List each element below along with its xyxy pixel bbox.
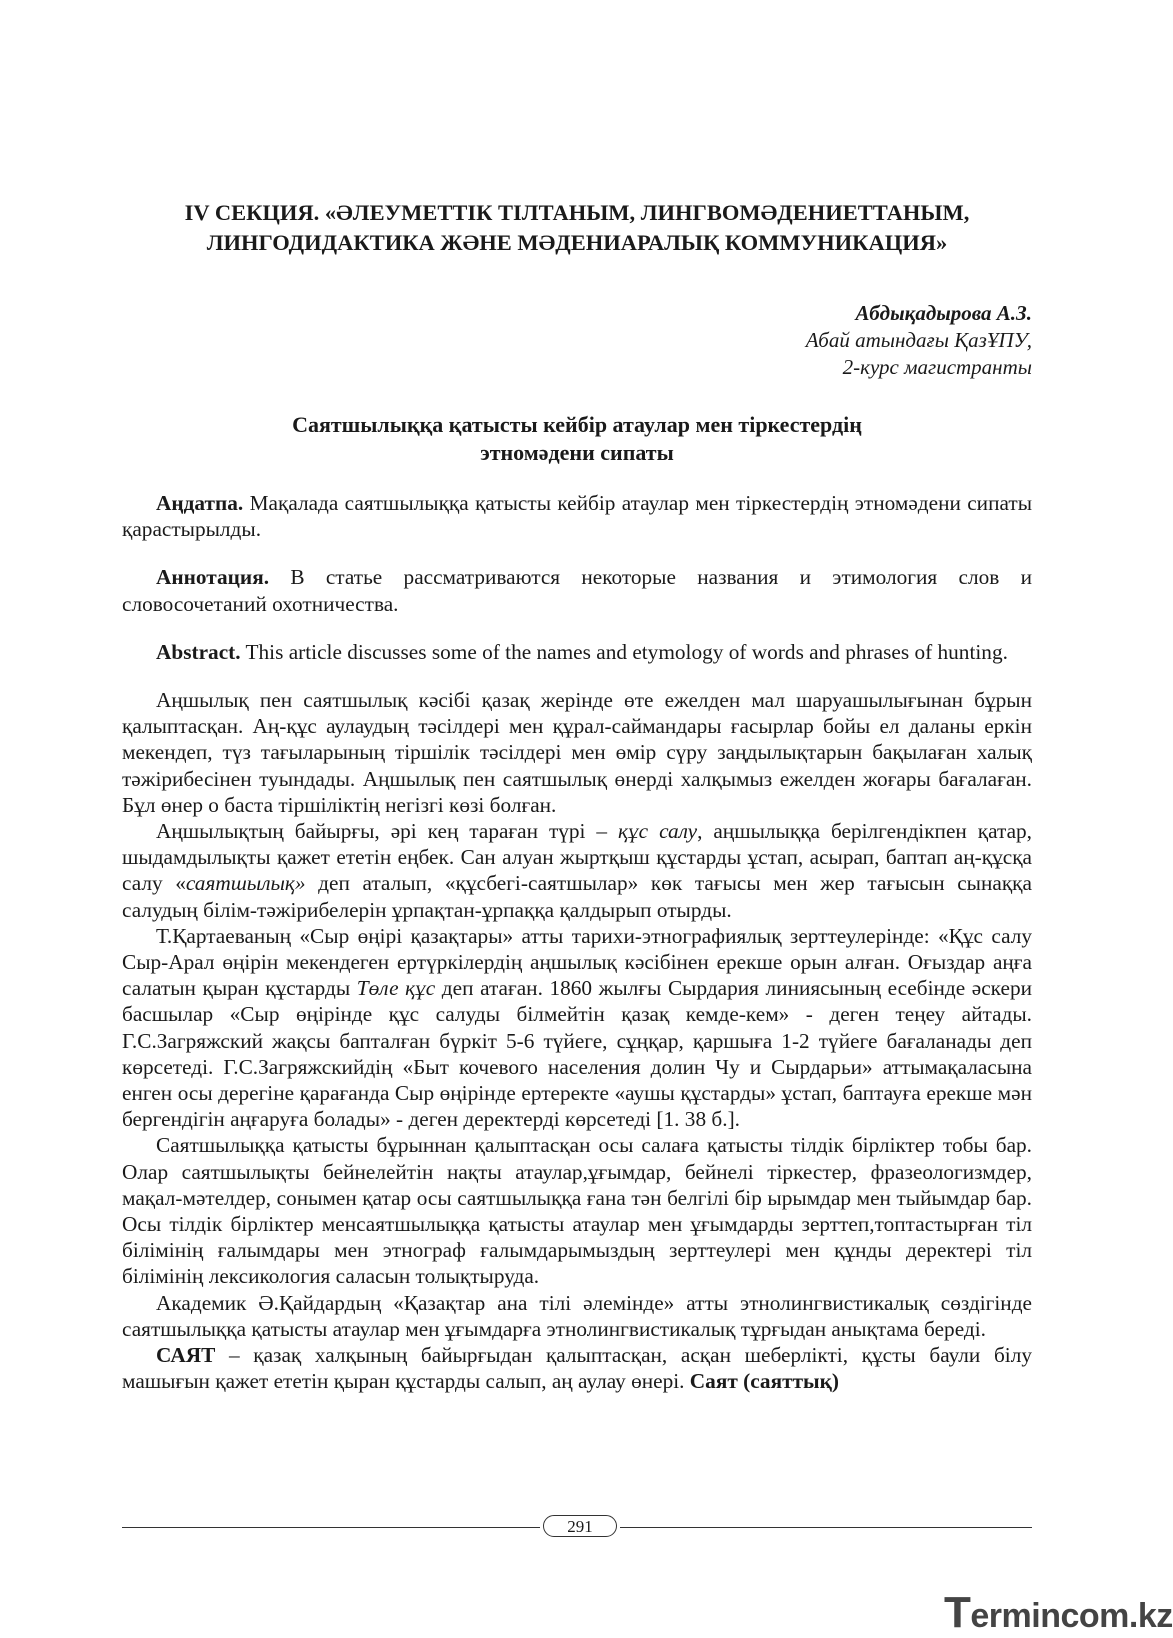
abstract-kz [122, 490, 1032, 542]
p6-bold-term: САЯТ [156, 1343, 216, 1368]
section-title [122, 198, 1032, 258]
watermark-text: erminc [970, 1597, 1079, 1635]
abstract-kz-label: Аңдатпа. [156, 491, 244, 515]
body-paragraph-3 [122, 923, 1032, 1133]
section-title-line1: IV СЕКЦИЯ. «ӘЛЕУМЕТТІК ТІЛТАНЫМ, ЛИНГВОМӘДЕНИЕТТАНЫМ, [184, 200, 970, 225]
p2-italic-term: құс салу [618, 819, 698, 844]
p6-bold-tail: Саят (саяттық) [689, 1369, 840, 1394]
body-paragraph-6 [122, 1342, 1032, 1394]
p2-text-a: Аңшылықтың байырғы, әрі кең тараған түрі – [156, 819, 619, 844]
p2-italic-term-2: саятшылық» [185, 871, 306, 896]
watermark-t: T [944, 1588, 971, 1637]
p2-text-e: деп аталып, «құсбегі-саятшылар» көк тағысы мен жер тағысын сынаққа салудың білім-тәжірибелерін ұрпақтан-ұрпаққа қалдырып отырды. [122, 871, 1032, 922]
body-paragraph-4: Саятшылыққа қатысты бұрыннан қалыптасқан осы салаға қатысты тілдік бірліктер тобы бар. Олар саятшылықты бейнелейтін нақты атаулар,ұғымдар, бейнелі тіркестер, фразеологизмдер, мақал-мәтелдер, сонымен қатар осы саятшылыққа ғана тән белгілі бір ырымдар мен тыйымдар бар. Осы тілдік бірліктер менсаятшылыққа қатысты атаулар мен ұғымдарды зерттеп,топтастырған тіл білімінің ғалымдары мен этнограф ғалымдарымыздың зерттеулері мен құнды деректері тіл білімінің лексикология саласын толықтыруда. [122, 1133, 1032, 1289]
abstract-ru-text: В статье рассматриваются некоторые названия и этимология слов и словосочетаний охотничества. [122, 565, 1032, 616]
p6-text: – қазақ халқының байырғыдан қалыптасқан, асқан шеберлікті, құсты баули білу машығын қажет ететін қыран құстарды салып, аң аулау өнері. [122, 1343, 1032, 1394]
page-content [122, 198, 1032, 1395]
article-title-line2: этномәдени сипаты [480, 440, 674, 465]
author-block [122, 300, 1032, 381]
article-title-line1: Саятшылыққа қатысты кейбір атаулар мен тіркестердің [292, 412, 862, 437]
body-paragraph-2 [122, 818, 1032, 923]
body-paragraph-5: Академик Ә.Қайдардың «Қазақтар ана тілі әлемінде» атты этнолингвистикалық сөздігінде саятшылыққа қатысты атаулар мен ұғымдарға этнолингвистикалық тұрғыдан анықтама береді. [122, 1290, 1032, 1341]
abstract-ru-label: Аннотация. [156, 565, 270, 590]
abstract-en-label: Abstract. [156, 639, 241, 664]
author-affiliation: Абай атындағы ҚазҰПУ, [805, 328, 1032, 352]
abstract-en-text: This article discusses some of the names and etymology of words and phrases of hunting. [240, 639, 1008, 664]
watermark-logo [944, 1588, 1173, 1638]
abstract-kz-text: Мақалада саятшылыққа қатысты кейбір атаулар мен тіркестердің этномәдени сипаты қарастырылды. [122, 491, 1032, 542]
section-title-line2: ЛИНГОДИДАКТИКА ЖӘНЕ МӘДЕНИАРАЛЫҚ КОММУНИКАЦИЯ» [206, 230, 948, 255]
watermark-o: o [1078, 1597, 1100, 1635]
watermark-end: m.kz [1099, 1597, 1173, 1635]
p3-italic-term: Төле құс [356, 976, 436, 1001]
page-number: 291 [543, 1515, 617, 1537]
p3-text-c: деп атаған. 1860 жылғы Сырдария линиясының есебінде әскери басшылар «Сыр өңірінде құс салуды білмейтін қазақ кемде-кем» - деген теңеу айтады. Г.С.Загряжский жақсы бапталған бүркіт 5-6 түйеге, сұңқар, қаршыға 1-2 түйеге бағаланады деп көрсетеді. Г.С.Загряжскийдің «Быт кочевого населения долин Чу и Сырдарьи» аттымақаласына енген осы дерегіне қарағанда Сыр өңірінде ертеректе «аушы құстарды» ұстап, баптауға ерекше мән бергендігін аңғаруға болады» - деген деректерді көрсетеді [1. 38 б.]. [122, 976, 1032, 1132]
author-name: Абдықадырова А.З. [855, 301, 1032, 325]
p3-text-a: Т.Қартаеваның «Сыр өңірі қазақтары» атты тарихи-этнографиялық зерттеулерінде: «Құс салу Сыр-Арал өңірін мекендеген ертүркілердің аңшылық кәсібінен ерекше орын алған. Оғыздар аңға салатын қыран құстарды [122, 923, 1032, 1001]
footer-rule-left [122, 1527, 540, 1528]
author-position: 2-курс магистранты [842, 355, 1032, 379]
article-title [122, 411, 1032, 467]
body-paragraph-1: Аңшылық пен саятшылық кәсібі қазақ жерінде өте ежелден мал шаруашылығынан бұрын қалыптасқан. Аң-құс аулаудың тәсілдері мен құрал-саймандары ғасырлар бойы ел даланы еркін мекендеп, түз тағыларының тіршілік тәсілдері мен өмір сүру заңдылықтарын бақылаған халық тәжірибесінен туындады. Аңшылық пен саятшылық өнерді халқымыз ежелден жоғары бағалаған. Бұл өнер о баста тіршіліктің негізгі көзі болған. [122, 688, 1032, 817]
abstract-en [122, 639, 1032, 665]
footer-rule-right [620, 1527, 1032, 1528]
abstract-ru [122, 564, 1032, 616]
p2-text-c: , аңшылыққа берілгендікпен қатар, шыдамдылықты қажет ететін еңбек. Сан алуан жыртқыш құстарды ұстап, асырап, баптап аң-құсқа салу « [122, 819, 1032, 896]
